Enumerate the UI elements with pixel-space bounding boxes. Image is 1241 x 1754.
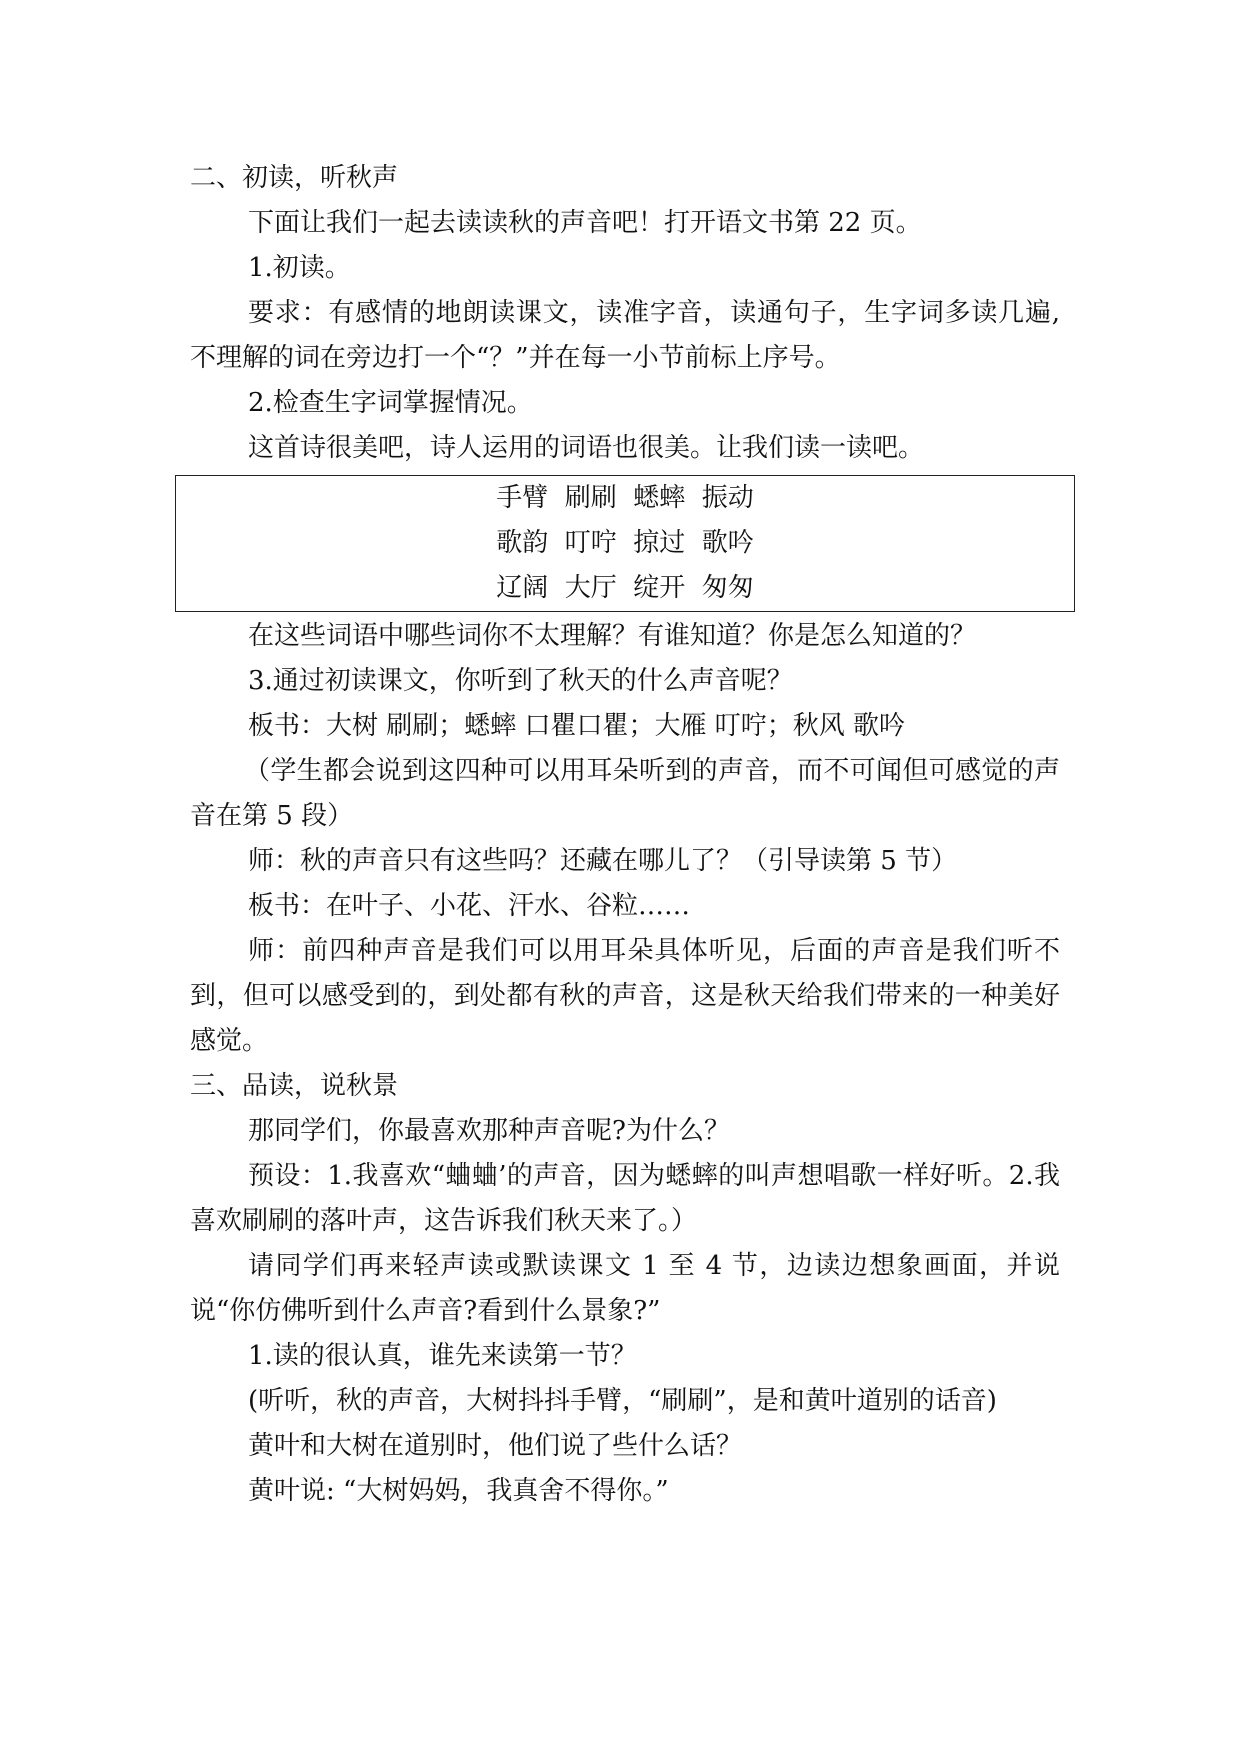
section-heading-close-reading: 三、品读，说秋景 bbox=[190, 1071, 399, 1101]
paragraph: 黄叶说: “大树妈妈，我真舍不得你。” bbox=[248, 1476, 669, 1506]
blackboard-note: 板书：大树 刷刷；蟋蟀 口瞿口瞿；大雁 叮咛；秋风 歌吟 bbox=[248, 711, 906, 741]
step-title: 3.通过初读课文，你听到了秋天的什么声音呢？ bbox=[248, 666, 793, 696]
step-title: 1.初读。 bbox=[248, 253, 351, 283]
teacher-line: 师：秋的声音只有这些吗？还藏在哪儿了？（引导读第 5 节） bbox=[248, 846, 958, 876]
paragraph: 预设：1.我喜欢“蛐蛐’的声音，因为蟋蟀的叫声想唱歌一样好听。2.我喜欢刷刷的落叶声，这告诉我们秋天来了。） bbox=[190, 1161, 1060, 1236]
blackboard-note: 板书：在叶子、小花、汗水、谷粒…… bbox=[248, 891, 691, 921]
paragraph: 在这些词语中哪些词你不太理解？有谁知道？你是怎么知道的？ bbox=[248, 621, 977, 651]
step-title: 1.读的很认真，谁先来读第一节？ bbox=[248, 1341, 637, 1371]
paragraph: 请同学们再来轻声读或默读课文 1 至 4 节，边读边想象画面，并说说“你仿佛听到什么声音?看到什么景象?” bbox=[190, 1251, 1060, 1326]
vocabulary-row: 手臂 刷刷 蟋蟀 振动 bbox=[496, 483, 754, 513]
vocabulary-row: 辽阔 大厅 绽开 匆匆 bbox=[496, 573, 754, 603]
paragraph: 那同学们，你最喜欢那种声音呢?为什么？ bbox=[248, 1116, 730, 1146]
teacher-line: 师：前四种声音是我们可以用耳朵具体听见，后面的声音是我们听不到，但可以感受到的，到处都有秋的声音，这是秋天给我们带来的一种美好感觉。 bbox=[190, 936, 1060, 1056]
paragraph: 这首诗很美吧，诗人运用的词语也很美。让我们读一读吧。 bbox=[248, 433, 925, 463]
paragraph: 要求：有感情的地朗读课文，读准字音，读通句子，生字词多读几遍,不理解的词在旁边打一个“？”并在每一小节前标上序号。 bbox=[190, 298, 1060, 373]
vocabulary-box bbox=[175, 475, 1075, 612]
lesson-plan-content bbox=[190, 156, 1060, 1514]
paragraph: （学生都会说到这四种可以用耳朵听到的声音，而不可闻但可感觉的声音在第 5 段） bbox=[190, 756, 1060, 831]
step-title: 2.检查生字词掌握情况。 bbox=[248, 388, 533, 418]
paragraph: 黄叶和大树在道别时，他们说了些什么话？ bbox=[248, 1431, 743, 1461]
paragraph: 下面让我们一起去读读秋的声音吧！打开语文书第 22 页。 bbox=[248, 208, 922, 238]
vocabulary-row: 歌韵 叮咛 掠过 歌吟 bbox=[496, 528, 754, 558]
section-heading-first-reading: 二、初读，听秋声 bbox=[190, 163, 399, 193]
paragraph: (听听，秋的声音，大树抖抖手臂，“刷刷”，是和黄叶道别的话音) bbox=[248, 1386, 997, 1416]
